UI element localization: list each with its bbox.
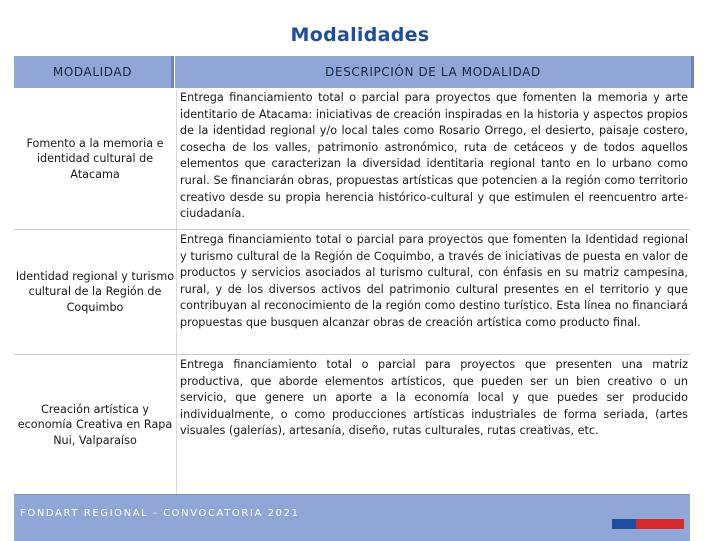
table-row-3-descripcion: Entrega financiamiento total o parcial para proyectos que presenten una matriz productiva, que aborde elementos artísticos, que pueden ser un bien creativo o un servicio, que genere un aporte a la economía local y que puedes ser producido individualmente, o como producciones artísticas industriales de forma seriada, (artes visuales (galerías), artesanía, diseño, rutas culturales, rutas creativas, etc. <box>180 358 688 438</box>
row-divider <box>14 354 690 355</box>
chile-flag-logo <box>612 519 684 529</box>
modalidad-text: Fomento a la memoria e identidad cultural de Atacama <box>26 136 164 181</box>
table-row-1-modalidad <box>14 90 176 228</box>
table-row-2-modalidad <box>14 231 176 353</box>
page-title: Modalidades <box>290 24 430 46</box>
row-divider <box>14 229 690 230</box>
column-header-modalidad: MODALIDAD <box>14 56 174 88</box>
table-row-3-modalidad <box>14 356 176 494</box>
column-header-descripcion: DESCRIPCIÓN DE LA MODALIDAD <box>175 56 694 88</box>
modalidad-text: Identidad regional y turismo cultural de la Región de Coquimbo <box>15 269 175 314</box>
modalidad-text: Creación artística y economía Creativa en Rapa Nui, Valparaíso <box>17 402 173 447</box>
flag-blue-band <box>612 519 636 529</box>
column-divider <box>176 90 177 494</box>
table-row-1-descripcion: Entrega financiamiento total o parcial para proyectos que fomenten la memoria y arte identitario de Atacama: iniciativas de creación inspiradas en la historia y aspectos propios de la identidad regional y/o local tales como Rosario Orrego, el desierto, paisaje costero, cosecha de los valles, patrimonio astronómico, ruta de cetáceos y de todos aquellos elementos que caracterizan la diversidad identitaria regional tanto en lo urbano como rural. Se financiarán obras, propuestas artísticas que potencien a la región como territorio creativo desde su propia herencia histórico-cultural y que estimulen el reencuentro arte-ciudadanía. <box>180 91 688 221</box>
table-row-2-descripcion: Entrega financiamiento total o parcial para proyectos que fomenten la Identidad regional y turismo cultural de la Región de Coquimbo, a través de iniciativas de puesta en valor de productos y servicios asociados al turismo cultural, con énfasis en su matriz campesina, rural, y de los diversos activos del patrimonio cultural presentes en el territorio y que contribuyan al reconocimiento de la región como destino turístico. Esta línea no financiará propuestas que busquen alcanzar obras de creación artística como producto final. <box>180 233 688 329</box>
footer-text: FONDART REGIONAL - CONVOCATORIA 2021 <box>20 508 300 519</box>
flag-red-band <box>636 519 684 529</box>
